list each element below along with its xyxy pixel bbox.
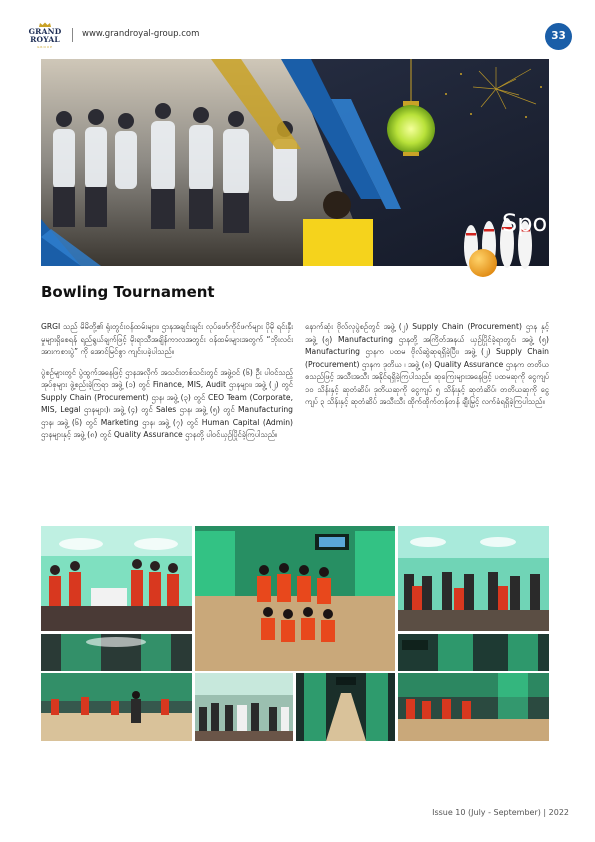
page-number-badge: 33	[545, 23, 572, 50]
paragraph: ပွဲစဉ်များတွင် ပွဲထွက်အနေဖြင့် ဌာနအလိုက် အသင်းတစ်သင်းတွင် အဖွဲ့ဝင် (၆) ဦး ပါဝင်သည့် အုပ်စုများ ဖွဲ့စည်းခဲ့ကြရာ အဖွဲ့ (၁) တွင် Finance, MIS, Audit ဌာနများ၊ အဖွဲ့ (၂) တွင် Supply Chain (Procurement) ဌာန၊ အဖွဲ့ (၃) တွင် CEO Team (Corporate, MIS, Legal ဌာနများ)၊ အဖွဲ့ (၄) တွင် Sales ဌာန၊ အဖွဲ့ (၅) တွင် Manufacturing ဌာန၊ အဖွဲ့ (၆) တွင် Marketing ဌာန၊ အဖွဲ့ (၇) တွင် Human Capital (Admin) ဌာနများနှင့် အဖွဲ့ (၈) တွင် Quality Assurance ဌာနတို့ ပါဝင်ယှဉ်ပြိုင်ခဲ့ကြပါသည်။	[41, 367, 293, 439]
sport-banner	[41, 59, 567, 266]
event-photo-team-center	[195, 526, 395, 671]
event-photo-lanes-right	[398, 634, 549, 671]
article-right-column	[305, 321, 549, 417]
banner-sport-label: Sport	[502, 209, 567, 237]
event-photo-group-left	[41, 526, 192, 631]
article-left-column	[41, 321, 293, 450]
logo-text-royal: ROYAL	[30, 35, 60, 44]
event-photo-lanes-left	[41, 634, 192, 671]
paragraph: နောက်ဆုံး ဗိုလ်လုပွဲစဉ်တွင် အဖွဲ့ (၂) Supply Chain (Procurement) ဌာန နှင့် အဖွဲ့ (၅) Manufacturing ဌာနတို့ အကြိတ်အနယ် ယှဉ်ပြိုင်ခဲ့ရာတွင်၊ အဖွဲ့ (၅) Manufacturing ဌာနက ပထမ ဗိုလ်ဆွဲဆုရရှိခဲ့ပြီး၊ အဖွဲ့ (၂) Supply Chain (Procurement) ဌာနက ဒုတိယ ၊ အဖွဲ့ (၈) Quality Assurance ဌာနက တတိယ စသည်ဖြင့် အသီးအသီး အနိုင်ရရှိခဲ့ကြပါသည်။ ဆုကြေးများအနေဖြင့် ပထမဆုကို ငွေကျပ် ၁၀ သိန်းနှင့် ဆုတံဆိပ်၊ ဒုတိယဆုကို ငွေကျပ် ၅ သိန်းနှင့် ဆုတံဆိပ်၊ တတိယဆုကို ငွေကျပ် ၃ သိန်းနှင့် ဆုတံဆိပ် အသီးသီး ထိုက်ထိုက်တန်တန် ချီးမြှင့် လက်ခံရရှိခဲ့ကြပါသည်။	[305, 322, 549, 406]
issue-footer: Issue 10 (July - September) | 2022	[432, 808, 569, 817]
event-photo-alley	[296, 673, 395, 741]
paragraph: GRGI သည် မိမိတို့၏ ရုံးတွင်းဝန်ထမ်းများ၊ ဌာနအချင်းချင်း လုပ်ဖော်ကိုင်ဖက်များ ပိုမို ရင်းနှီးမှုများရှိစေရန် ရည်ရွယ်ချက်ဖြင့် မိုးရာသီအချိန်ကာလအတွင်း ဝန်ထမ်းများအတွက် “ဘိုးလင်း အားကစားပွဲ” ကို အောင်မြင်စွာ ကျင်းပခဲ့ပါသည်။	[41, 322, 293, 356]
logo-text-group: GROUP	[37, 45, 53, 49]
event-photo-group-right	[398, 526, 549, 631]
event-photo-players	[398, 673, 549, 741]
event-photo-bowler	[41, 673, 192, 741]
logo-text-grand: GRAND	[28, 27, 62, 36]
bowling-ball-icon	[469, 249, 497, 277]
header-divider	[72, 28, 73, 42]
event-photo-crowd	[195, 673, 293, 741]
website-url: www.grandroyal-group.com	[82, 29, 200, 39]
article-title: Bowling Tournament	[41, 283, 215, 301]
grand-royal-logo	[27, 22, 63, 49]
banner-artwork	[41, 59, 549, 266]
